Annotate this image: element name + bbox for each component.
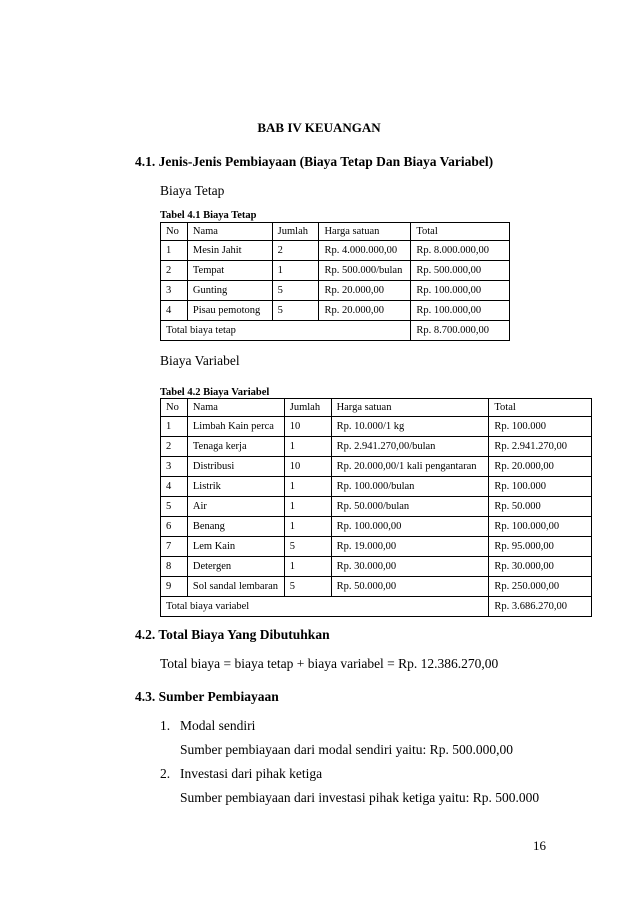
cell-harga: Rp. 4.000.000,00: [319, 241, 411, 261]
table-total-row: [161, 597, 592, 617]
total-value: Rp. 3.686.270,00: [489, 597, 592, 617]
cell-harga: Rp. 20.000,00/1 kali pengantaran: [331, 457, 489, 477]
header-total: Total: [411, 223, 510, 241]
header-harga: Harga satuan: [319, 223, 411, 241]
table-header-row: [161, 399, 592, 417]
cell-no: 1: [161, 417, 188, 437]
header-nama: Nama: [187, 399, 284, 417]
header-total: Total: [489, 399, 592, 417]
cell-no: 8: [161, 557, 188, 577]
cell-no: 9: [161, 577, 188, 597]
table-row: [161, 477, 592, 497]
cell-jumlah: 1: [272, 261, 319, 281]
cell-jumlah: 1: [284, 477, 331, 497]
cell-no: 4: [161, 301, 188, 321]
cell-jumlah: 5: [284, 537, 331, 557]
variable-cost-table: [160, 398, 592, 617]
table-header-row: [161, 223, 510, 241]
header-jumlah: Jumlah: [284, 399, 331, 417]
cell-nama: Tempat: [187, 261, 272, 281]
cell-jumlah: 1: [284, 497, 331, 517]
cell-no: 3: [161, 457, 188, 477]
cell-total: Rp. 100.000,00: [411, 301, 510, 321]
list-item-label: Modal sendiri: [180, 718, 256, 733]
table-row: [161, 457, 592, 477]
cell-no: 4: [161, 477, 188, 497]
cell-harga: Rp. 100.000/bulan: [331, 477, 489, 497]
section-4-1-title: 4.1. Jenis-Jenis Pembiayaan (Biaya Tetap Dan Biaya Variabel): [135, 154, 494, 169]
cell-no: 2: [161, 261, 188, 281]
cell-harga: Rp. 100.000,00: [331, 517, 489, 537]
fixed-cost-heading: Biaya Tetap: [160, 183, 225, 198]
cell-nama: Gunting: [187, 281, 272, 301]
cell-no: 6: [161, 517, 188, 537]
cell-total: Rp. 95.000,00: [489, 537, 592, 557]
cell-nama: Mesin Jahit: [187, 241, 272, 261]
list-item-label: Investasi dari pihak ketiga: [180, 766, 323, 781]
cell-nama: Distribusi: [187, 457, 284, 477]
section-4-2-title: 4.2. Total Biaya Yang Dibutuhkan: [135, 627, 330, 642]
header-no: No: [161, 223, 188, 241]
cell-harga: Rp. 20.000,00: [319, 301, 411, 321]
list-item-text: Sumber pembiayaan dari investasi pihak ketiga yaitu: Rp. 500.000: [180, 790, 540, 805]
cell-nama: Benang: [187, 517, 284, 537]
cell-harga: Rp. 500.000/bulan: [319, 261, 411, 281]
header-no: No: [161, 399, 188, 417]
cell-harga: Rp. 20.000,00: [319, 281, 411, 301]
cell-nama: Lem Kain: [187, 537, 284, 557]
cell-total: Rp. 2.941.270,00: [489, 437, 592, 457]
total-value: Rp. 8.700.000,00: [411, 321, 510, 341]
variable-cost-heading: Biaya Variabel: [160, 353, 240, 368]
fixed-cost-table: [160, 222, 510, 341]
cell-jumlah: 1: [284, 437, 331, 457]
cell-nama: Pisau pemotong: [187, 301, 272, 321]
cell-jumlah: 2: [272, 241, 319, 261]
cell-total: Rp. 100.000,00: [489, 517, 592, 537]
table-row: [161, 557, 592, 577]
cell-nama: Air: [187, 497, 284, 517]
table-row: [161, 437, 592, 457]
cell-harga: Rp. 19.000,00: [331, 537, 489, 557]
cell-nama: Detergen: [187, 557, 284, 577]
cell-harga: Rp. 2.941.270,00/bulan: [331, 437, 489, 457]
header-nama: Nama: [187, 223, 272, 241]
cell-total: Rp. 8.000.000,00: [411, 241, 510, 261]
cell-jumlah: 1: [284, 517, 331, 537]
table-row: [161, 577, 592, 597]
cell-total: Rp. 250.000,00: [489, 577, 592, 597]
cell-no: 5: [161, 497, 188, 517]
cell-harga: Rp. 10.000/1 kg: [331, 417, 489, 437]
cell-nama: Tenaga kerja: [187, 437, 284, 457]
table-row: [161, 517, 592, 537]
total-label: Total biaya variabel: [161, 597, 489, 617]
cell-nama: Sol sandal lembaran: [187, 577, 284, 597]
table-row: [161, 417, 592, 437]
cell-jumlah: 1: [284, 557, 331, 577]
header-jumlah: Jumlah: [272, 223, 319, 241]
table-row: [161, 537, 592, 557]
cell-no: 3: [161, 281, 188, 301]
cell-total: Rp. 20.000,00: [489, 457, 592, 477]
list-item-number: 2.: [160, 766, 171, 781]
section-4-3-title: 4.3. Sumber Pembiayaan: [135, 689, 279, 704]
page-number: 16: [533, 838, 546, 853]
cell-harga: Rp. 50.000,00: [331, 577, 489, 597]
table-row: [161, 497, 592, 517]
table-row: [161, 241, 510, 261]
cell-nama: Listrik: [187, 477, 284, 497]
cell-total: Rp. 100.000: [489, 477, 592, 497]
table-row: [161, 281, 510, 301]
cell-nama: Limbah Kain perca: [187, 417, 284, 437]
chapter-title: BAB IV KEUANGAN: [257, 120, 381, 135]
cell-harga: Rp. 50.000/bulan: [331, 497, 489, 517]
cell-jumlah: 5: [272, 281, 319, 301]
table-2-caption: Tabel 4.2 Biaya Variabel: [160, 387, 270, 398]
cell-no: 7: [161, 537, 188, 557]
cell-no: 1: [161, 241, 188, 261]
cell-jumlah: 5: [284, 577, 331, 597]
cell-jumlah: 10: [284, 457, 331, 477]
table-1-caption: Tabel 4.1 Biaya Tetap: [160, 210, 257, 221]
cell-total: Rp. 100.000: [489, 417, 592, 437]
cell-total: Rp. 50.000: [489, 497, 592, 517]
total-label: Total biaya tetap: [161, 321, 411, 341]
table-row: [161, 301, 510, 321]
list-item-number: 1.: [160, 718, 171, 733]
cell-total: Rp. 30.000,00: [489, 557, 592, 577]
table-row: [161, 261, 510, 281]
cell-jumlah: 5: [272, 301, 319, 321]
table-total-row: [161, 321, 510, 341]
cell-total: Rp. 100.000,00: [411, 281, 510, 301]
cell-harga: Rp. 30.000,00: [331, 557, 489, 577]
cell-jumlah: 10: [284, 417, 331, 437]
list-item-text: Sumber pembiayaan dari modal sendiri yaitu: Rp. 500.000,00: [180, 742, 513, 757]
cell-no: 2: [161, 437, 188, 457]
header-harga: Harga satuan: [331, 399, 489, 417]
total-cost-formula: Total biaya = biaya tetap + biaya variabel = Rp. 12.386.270,00: [160, 656, 499, 671]
cell-total: Rp. 500.000,00: [411, 261, 510, 281]
